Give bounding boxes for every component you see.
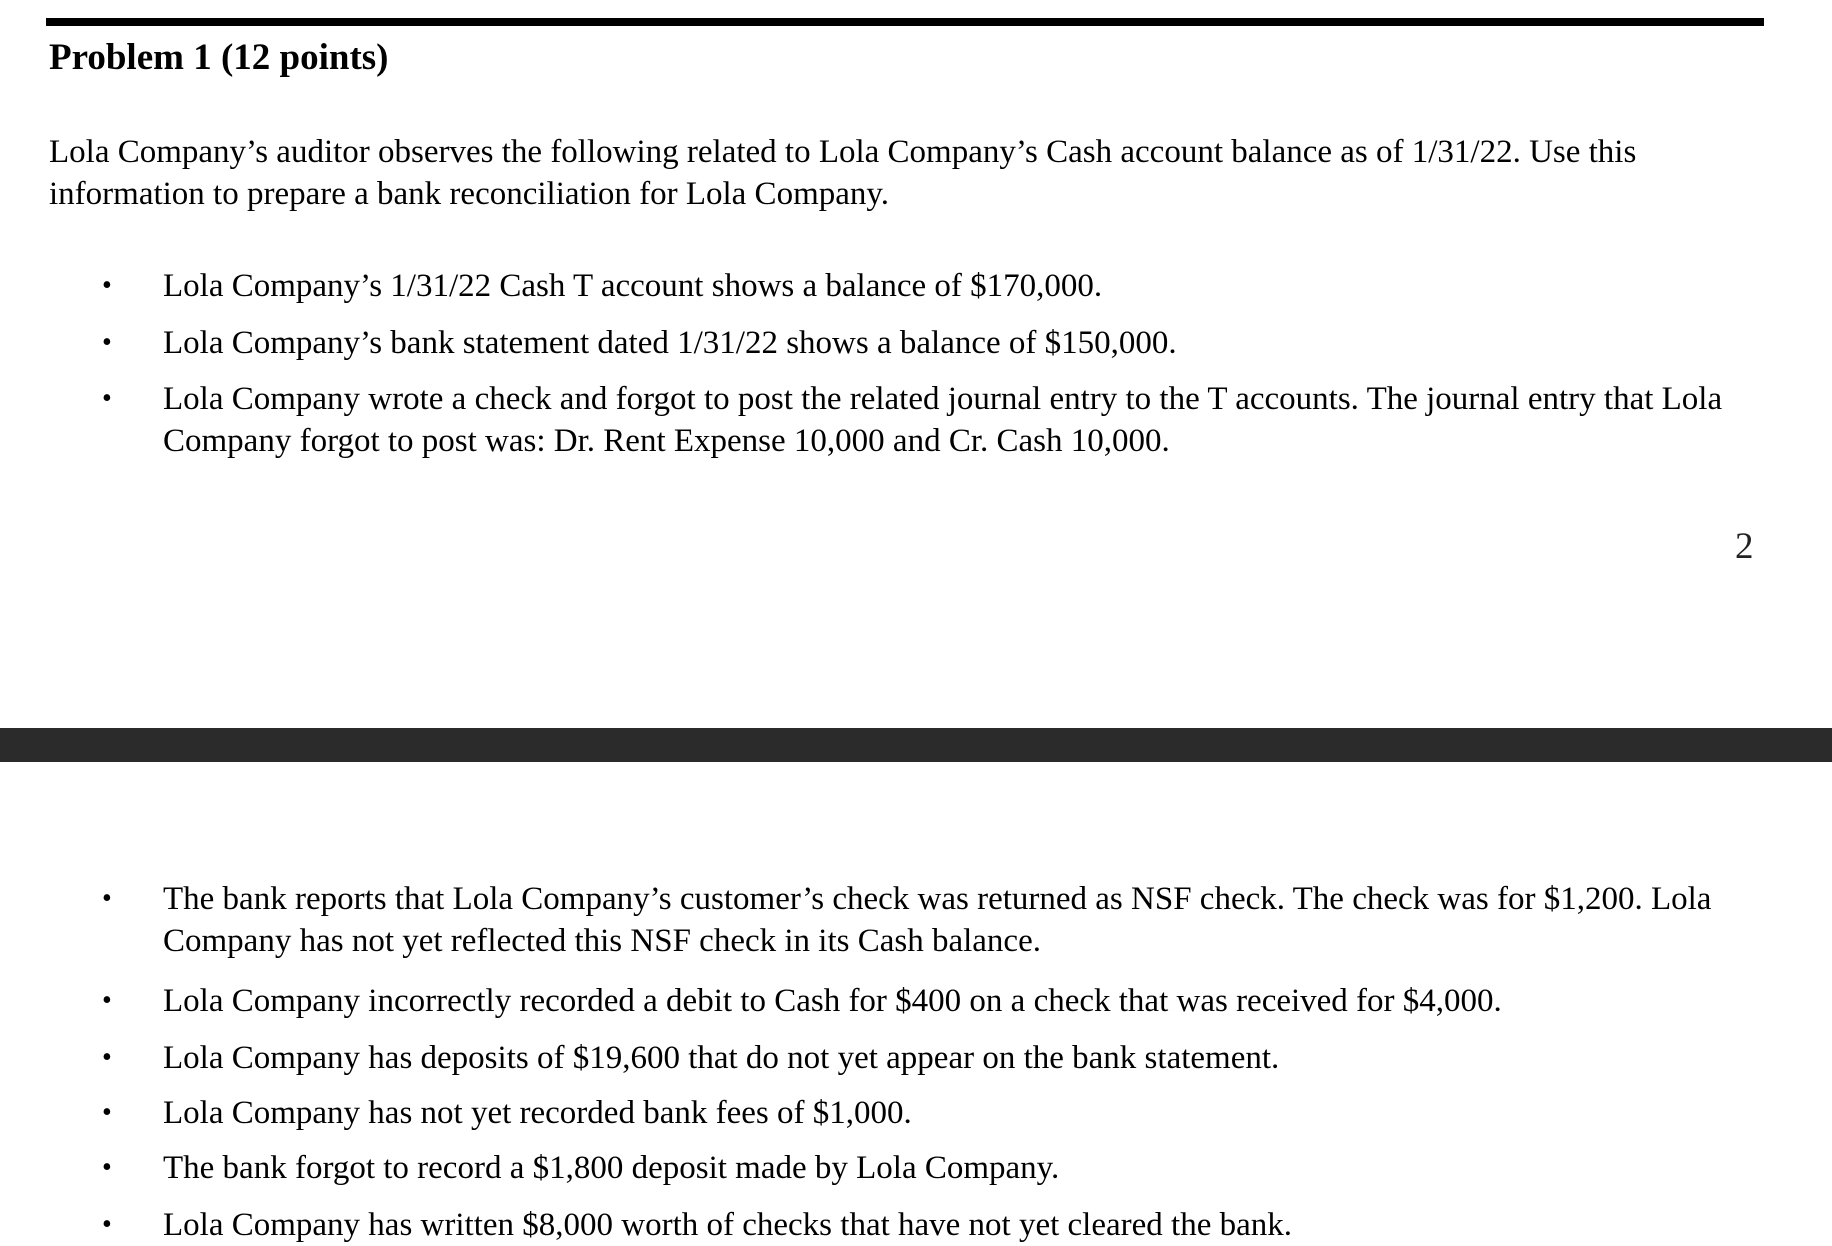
problem-intro: Lola Company’s auditor observes the following related to Lola Company’s Cash account balance as of 1/31/22. Use this information to prepare a bank reconciliation for Lola Company. [49,134,1637,212]
bullet-marker: • [102,1152,112,1183]
list-item-text: Lola Company wrote a check and forgot to post the related journal entry to the T accounts. The journal entry that Lola Company forgot to post was: Dr. Rent Expense 10,000 and Cr. Cash 10,000. [163,381,1723,459]
bullet-marker: • [102,1042,112,1073]
page-divider [0,728,1832,762]
bullet-marker: • [102,383,112,414]
bullet-marker: • [102,1097,112,1128]
bullet-marker: • [102,1209,112,1240]
page-number: 2 [1735,526,1754,567]
bullet-marker: • [102,985,112,1016]
list-item-text: The bank reports that Lola Company’s customer’s check was returned as NSF check. The check was for $1,200. Lola Company has not yet reflected this NSF check in its Cash balance. [163,881,1712,959]
bullet-marker: • [102,327,112,358]
list-item-text: Lola Company’s bank statement dated 1/31/22 shows a balance of $150,000. [163,325,1177,361]
list-item-text: Lola Company has not yet recorded bank fees of $1,000. [163,1095,912,1131]
list-item-text: The bank forgot to record a $1,800 deposit made by Lola Company. [163,1150,1060,1186]
list-item-text: Lola Company incorrectly recorded a debit to Cash for $400 on a check that was received for $4,000. [163,983,1502,1019]
bullet-marker: • [102,883,112,914]
list-item-text: Lola Company has deposits of $19,600 that do not yet appear on the bank statement. [163,1040,1280,1076]
problem-title: Problem 1 (12 points) [49,37,389,78]
bullet-marker: • [102,270,112,301]
list-item-text: Lola Company has written $8,000 worth of checks that have not yet cleared the bank. [163,1207,1292,1243]
top-rule [46,18,1764,26]
list-item-text: Lola Company’s 1/31/22 Cash T account shows a balance of $170,000. [163,268,1103,304]
